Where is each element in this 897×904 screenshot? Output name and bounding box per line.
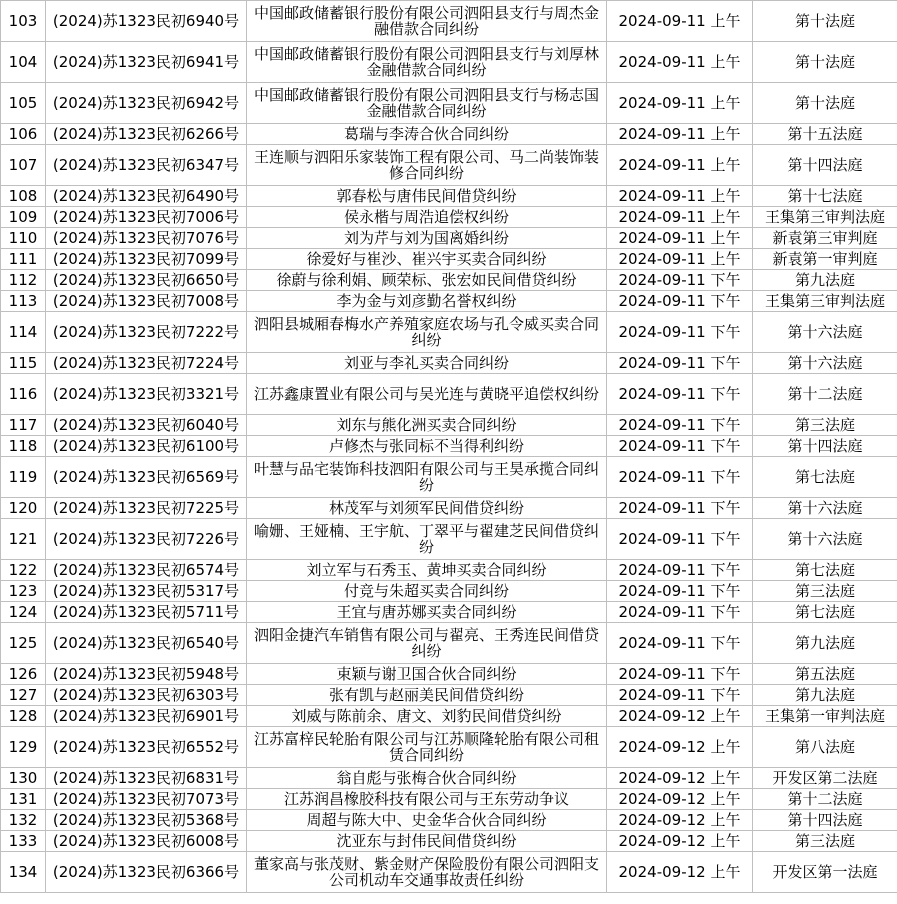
case-number: (2024)苏1323民初6941号 [46, 42, 247, 83]
case-parties: 江苏鑫康置业有限公司与吴光连与黄晓平追偿权纠纷 [247, 374, 607, 415]
table-row [1, 207, 897, 228]
courtroom: 第七法庭 [753, 602, 897, 623]
row-number: 127 [1, 685, 46, 706]
row-number: 126 [1, 664, 46, 685]
courtroom: 第十二法庭 [753, 374, 897, 415]
case-parties: 林茂军与刘须军民间借贷纠纷 [247, 498, 607, 519]
row-number: 109 [1, 207, 46, 228]
courtroom: 第十六法庭 [753, 353, 897, 374]
row-number: 112 [1, 270, 46, 291]
case-parties: 李为金与刘彦勤名誉权纠纷 [247, 291, 607, 312]
row-number: 132 [1, 810, 46, 831]
courtroom: 第九法庭 [753, 685, 897, 706]
courtroom: 第九法庭 [753, 623, 897, 664]
hearing-time: 2024-09-11 下午 [607, 560, 753, 581]
case-parties: 喻姗、王娅楠、王宇航、丁翠平与翟建芝民间借贷纠纷 [247, 519, 607, 560]
hearing-time: 2024-09-11 下午 [607, 519, 753, 560]
row-number: 116 [1, 374, 46, 415]
courtroom: 第十四法庭 [753, 436, 897, 457]
table-row [1, 664, 897, 685]
case-parties: 刘东与熊化洲买卖合同纠纷 [247, 415, 607, 436]
case-number: (2024)苏1323民初6347号 [46, 145, 247, 186]
courtroom: 新袁第一审判庭 [753, 249, 897, 270]
hearing-time: 2024-09-12 上午 [607, 727, 753, 768]
table-row [1, 706, 897, 727]
case-number: (2024)苏1323民初6901号 [46, 706, 247, 727]
table-row [1, 42, 897, 83]
case-number: (2024)苏1323民初7008号 [46, 291, 247, 312]
case-number: (2024)苏1323民初7006号 [46, 207, 247, 228]
case-parties: 沈亚东与封伟民间借贷纠纷 [247, 831, 607, 852]
courtroom: 第十二法庭 [753, 789, 897, 810]
hearing-time: 2024-09-11 上午 [607, 1, 753, 42]
table-row [1, 145, 897, 186]
case-parties: 郭春松与唐伟民间借贷纠纷 [247, 186, 607, 207]
table-row [1, 685, 897, 706]
table-row [1, 436, 897, 457]
case-number: (2024)苏1323民初7099号 [46, 249, 247, 270]
courtroom: 王集第一审判法庭 [753, 706, 897, 727]
case-number: (2024)苏1323民初6303号 [46, 685, 247, 706]
case-parties: 卢修杰与张同标不当得利纠纷 [247, 436, 607, 457]
courtroom: 第十六法庭 [753, 498, 897, 519]
case-number: (2024)苏1323民初6569号 [46, 457, 247, 498]
row-number: 120 [1, 498, 46, 519]
case-parties: 刘威与陈前余、唐文、刘豹民间借贷纠纷 [247, 706, 607, 727]
courtroom: 开发区第二法庭 [753, 768, 897, 789]
hearing-time: 2024-09-11 下午 [607, 457, 753, 498]
case-parties: 江苏富梓民轮胎有限公司与江苏顺隆轮胎有限公司租赁合同纠纷 [247, 727, 607, 768]
hearing-time: 2024-09-11 下午 [607, 685, 753, 706]
case-parties: 徐爱好与崔沙、崔兴宇买卖合同纠纷 [247, 249, 607, 270]
hearing-time: 2024-09-11 上午 [607, 186, 753, 207]
case-parties: 翁自彪与张梅合伙合同纠纷 [247, 768, 607, 789]
case-number: (2024)苏1323民初6490号 [46, 186, 247, 207]
hearing-time: 2024-09-11 上午 [607, 42, 753, 83]
row-number: 133 [1, 831, 46, 852]
hearing-time: 2024-09-12 上午 [607, 706, 753, 727]
table-row [1, 581, 897, 602]
row-number: 128 [1, 706, 46, 727]
hearing-time: 2024-09-11 下午 [607, 623, 753, 664]
case-number: (2024)苏1323民初6650号 [46, 270, 247, 291]
row-number: 119 [1, 457, 46, 498]
case-parties: 泗阳县城厢春梅水产养殖家庭农场与孔令威买卖合同纠纷 [247, 312, 607, 353]
row-number: 111 [1, 249, 46, 270]
hearing-time: 2024-09-12 上午 [607, 831, 753, 852]
case-number: (2024)苏1323民初7222号 [46, 312, 247, 353]
row-number: 122 [1, 560, 46, 581]
row-number: 105 [1, 83, 46, 124]
courtroom: 第七法庭 [753, 457, 897, 498]
hearing-time: 2024-09-11 上午 [607, 228, 753, 249]
courtroom: 第十六法庭 [753, 519, 897, 560]
row-number: 129 [1, 727, 46, 768]
case-number: (2024)苏1323民初5948号 [46, 664, 247, 685]
row-number: 124 [1, 602, 46, 623]
case-number: (2024)苏1323民初6040号 [46, 415, 247, 436]
case-parties: 束颖与谢卫国合伙合同纠纷 [247, 664, 607, 685]
table-row [1, 789, 897, 810]
courtroom: 第十法庭 [753, 83, 897, 124]
hearing-time: 2024-09-11 下午 [607, 602, 753, 623]
case-number: (2024)苏1323民初5711号 [46, 602, 247, 623]
table-row [1, 602, 897, 623]
table-row [1, 374, 897, 415]
case-parties: 叶慧与品宅装饰科技泗阳有限公司与王昊承揽合同纠纷 [247, 457, 607, 498]
case-parties: 侯永楷与周浩追偿权纠纷 [247, 207, 607, 228]
row-number: 108 [1, 186, 46, 207]
case-number: (2024)苏1323民初6940号 [46, 1, 247, 42]
row-number: 125 [1, 623, 46, 664]
case-number: (2024)苏1323民初6540号 [46, 623, 247, 664]
row-number: 110 [1, 228, 46, 249]
courtroom: 第九法庭 [753, 270, 897, 291]
courtroom: 第三法庭 [753, 415, 897, 436]
hearing-time: 2024-09-11 下午 [607, 312, 753, 353]
hearing-time: 2024-09-11 上午 [607, 124, 753, 145]
case-parties: 周超与陈大中、史金华合伙合同纠纷 [247, 810, 607, 831]
case-parties: 泗阳金捷汽车销售有限公司与翟亮、王秀连民间借贷纠纷 [247, 623, 607, 664]
case-parties: 徐蔚与徐利娟、顾荣标、张宏如民间借贷纠纷 [247, 270, 607, 291]
case-number: (2024)苏1323民初3321号 [46, 374, 247, 415]
courtroom: 王集第三审判法庭 [753, 291, 897, 312]
table-row [1, 124, 897, 145]
table-row [1, 249, 897, 270]
row-number: 123 [1, 581, 46, 602]
hearing-time: 2024-09-12 上午 [607, 852, 753, 893]
hearing-time: 2024-09-11 下午 [607, 291, 753, 312]
table-row [1, 1, 897, 42]
row-number: 114 [1, 312, 46, 353]
hearing-time: 2024-09-12 上午 [607, 768, 753, 789]
case-parties: 江苏润昌橡胶科技有限公司与王东劳动争议 [247, 789, 607, 810]
case-number: (2024)苏1323民初5368号 [46, 810, 247, 831]
row-number: 115 [1, 353, 46, 374]
courtroom: 第八法庭 [753, 727, 897, 768]
case-parties: 王宜与唐苏娜买卖合同纠纷 [247, 602, 607, 623]
table-row [1, 810, 897, 831]
courtroom: 第十五法庭 [753, 124, 897, 145]
case-number: (2024)苏1323民初6831号 [46, 768, 247, 789]
row-number: 117 [1, 415, 46, 436]
courtroom: 第三法庭 [753, 831, 897, 852]
case-parties: 张有凯与赵丽美民间借贷纠纷 [247, 685, 607, 706]
table-row [1, 228, 897, 249]
case-number: (2024)苏1323民初7225号 [46, 498, 247, 519]
table-row [1, 831, 897, 852]
case-number: (2024)苏1323民初7076号 [46, 228, 247, 249]
case-parties: 王连顺与泗阳乐家装饰工程有限公司、马二尚装饰装修合同纠纷 [247, 145, 607, 186]
table-row [1, 519, 897, 560]
case-number: (2024)苏1323民初5317号 [46, 581, 247, 602]
case-number: (2024)苏1323民初6574号 [46, 560, 247, 581]
courtroom: 开发区第一法庭 [753, 852, 897, 893]
table-row [1, 768, 897, 789]
courtroom: 新袁第三审判庭 [753, 228, 897, 249]
courtroom: 第十四法庭 [753, 810, 897, 831]
hearing-time: 2024-09-11 下午 [607, 498, 753, 519]
case-number: (2024)苏1323民初6008号 [46, 831, 247, 852]
table-row [1, 270, 897, 291]
case-number: (2024)苏1323民初6100号 [46, 436, 247, 457]
hearing-time: 2024-09-11 下午 [607, 415, 753, 436]
table-row [1, 353, 897, 374]
hearing-time: 2024-09-12 上午 [607, 810, 753, 831]
hearing-time: 2024-09-11 上午 [607, 145, 753, 186]
hearing-schedule-body [1, 1, 897, 893]
case-parties: 刘为芹与刘为国离婚纠纷 [247, 228, 607, 249]
hearing-time: 2024-09-12 上午 [607, 789, 753, 810]
case-number: (2024)苏1323民初6942号 [46, 83, 247, 124]
row-number: 113 [1, 291, 46, 312]
hearing-time: 2024-09-11 下午 [607, 270, 753, 291]
row-number: 106 [1, 124, 46, 145]
hearing-time: 2024-09-11 下午 [607, 664, 753, 685]
case-parties: 葛瑞与李涛合伙合同纠纷 [247, 124, 607, 145]
hearing-time: 2024-09-11 下午 [607, 374, 753, 415]
case-parties: 中国邮政储蓄银行股份有限公司泗阳县支行与周杰金融借款合同纠纷 [247, 1, 607, 42]
case-number: (2024)苏1323民初7073号 [46, 789, 247, 810]
courtroom: 第五法庭 [753, 664, 897, 685]
hearing-time: 2024-09-11 下午 [607, 581, 753, 602]
table-row [1, 186, 897, 207]
case-number: (2024)苏1323民初6366号 [46, 852, 247, 893]
hearing-time: 2024-09-11 上午 [607, 83, 753, 124]
case-parties: 中国邮政储蓄银行股份有限公司泗阳县支行与杨志国金融借款合同纠纷 [247, 83, 607, 124]
courtroom: 第三法庭 [753, 581, 897, 602]
courtroom: 第十法庭 [753, 42, 897, 83]
row-number: 134 [1, 852, 46, 893]
case-number: (2024)苏1323民初7224号 [46, 353, 247, 374]
table-row [1, 415, 897, 436]
courtroom: 第十法庭 [753, 1, 897, 42]
hearing-time: 2024-09-11 下午 [607, 353, 753, 374]
row-number: 103 [1, 1, 46, 42]
table-row [1, 83, 897, 124]
table-row [1, 623, 897, 664]
case-parties: 董家高与张茂财、紫金财产保险股份有限公司泗阳支公司机动车交通事故责任纠纷 [247, 852, 607, 893]
case-number: (2024)苏1323民初6266号 [46, 124, 247, 145]
case-parties: 刘亚与李礼买卖合同纠纷 [247, 353, 607, 374]
case-parties: 付竞与朱超买卖合同纠纷 [247, 581, 607, 602]
table-row [1, 560, 897, 581]
courtroom: 第十六法庭 [753, 312, 897, 353]
case-parties: 刘立军与石秀玉、黄坤买卖合同纠纷 [247, 560, 607, 581]
row-number: 130 [1, 768, 46, 789]
hearing-time: 2024-09-11 上午 [607, 207, 753, 228]
table-row [1, 852, 897, 893]
row-number: 131 [1, 789, 46, 810]
hearing-time: 2024-09-11 上午 [607, 249, 753, 270]
row-number: 104 [1, 42, 46, 83]
table-row [1, 457, 897, 498]
hearing-time: 2024-09-11 下午 [607, 436, 753, 457]
table-row [1, 291, 897, 312]
courtroom: 第十四法庭 [753, 145, 897, 186]
courtroom: 第七法庭 [753, 560, 897, 581]
case-number: (2024)苏1323民初6552号 [46, 727, 247, 768]
courtroom: 第十七法庭 [753, 186, 897, 207]
table-row [1, 312, 897, 353]
table-row [1, 727, 897, 768]
courtroom: 王集第三审判法庭 [753, 207, 897, 228]
case-parties: 中国邮政储蓄银行股份有限公司泗阳县支行与刘厚林金融借款合同纠纷 [247, 42, 607, 83]
row-number: 121 [1, 519, 46, 560]
row-number: 107 [1, 145, 46, 186]
row-number: 118 [1, 436, 46, 457]
table-row [1, 498, 897, 519]
case-number: (2024)苏1323民初7226号 [46, 519, 247, 560]
